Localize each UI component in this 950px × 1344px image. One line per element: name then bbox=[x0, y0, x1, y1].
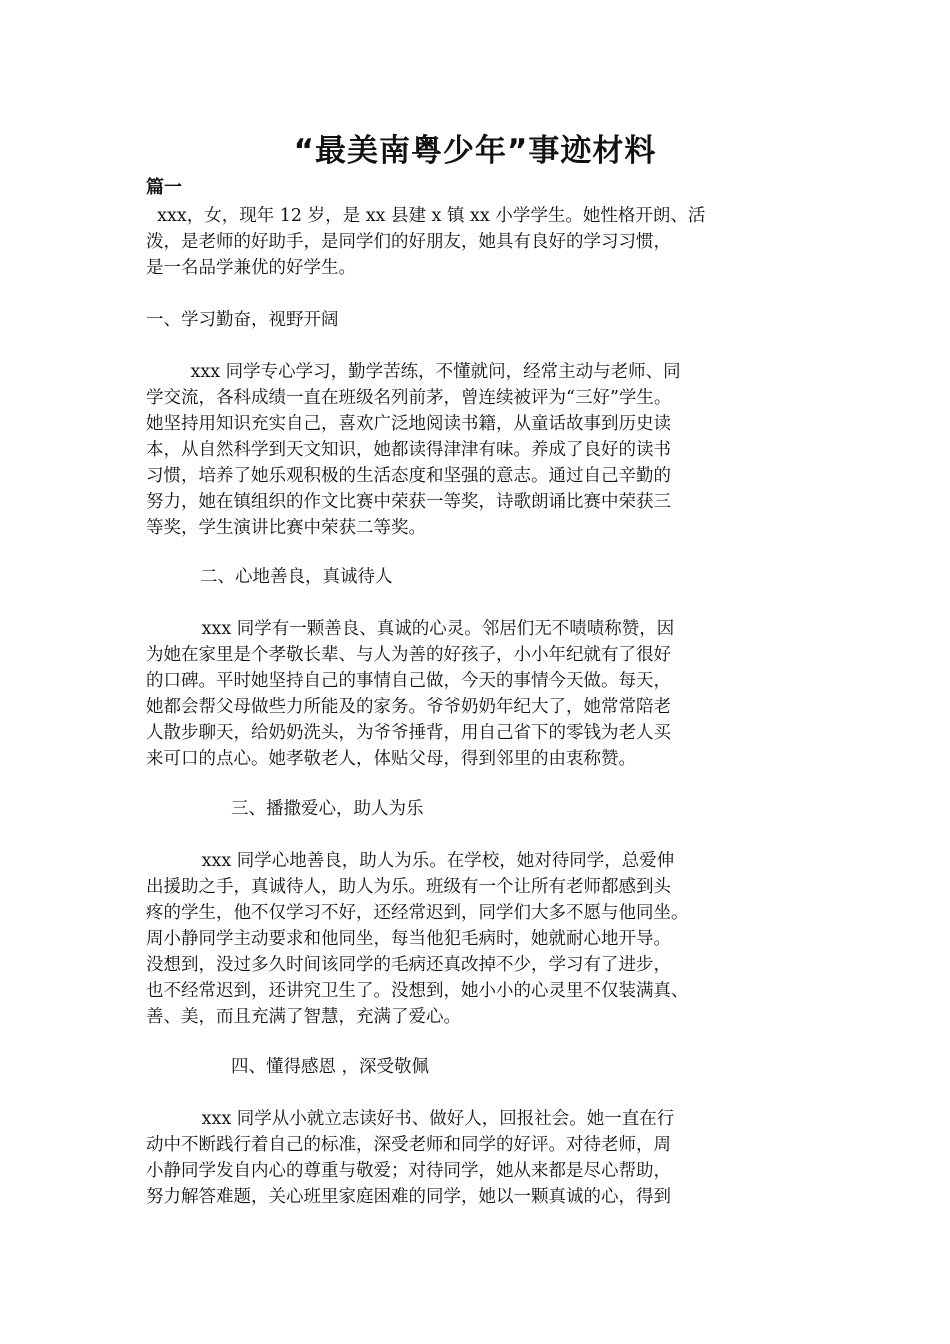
paragraph-line: 本，从自然科学到天文知识，她都读得津津有味。养成了良好的读书 bbox=[146, 440, 671, 460]
section-heading: 一、学习勤奋，视野开阔 bbox=[146, 310, 339, 330]
section-label: 篇一 bbox=[146, 177, 182, 198]
paragraph-line: 善、美，而且充满了智慧，充满了爱心。 bbox=[146, 1007, 461, 1027]
intro-line: xxx，女，现年 12 岁，是 xx 县建 x 镇 xx 小学学生。她性格开朗、活 bbox=[146, 206, 706, 226]
paragraph-line: 小静同学发自内心的尊重与敬爱；对待同学，她从来都是尽心帮助， bbox=[146, 1161, 671, 1181]
section-heading: 二、心地善良，真诚待人 bbox=[200, 567, 393, 587]
paragraph-line: 学交流，各科成绩一直在班级名列前茅，曾连续被评为“三好”学生。 bbox=[146, 388, 672, 408]
paragraph-line: 努力解答难题，关心班里家庭困难的同学，她以一颗真诚的心，得到 bbox=[146, 1187, 671, 1207]
paragraph-line: 努力，她在镇组织的作文比赛中荣获一等奖，诗歌朗诵比赛中荣获三 bbox=[146, 492, 671, 512]
paragraph-line: xxx 同学从小就立志读好书、做好人，回报社会。她一直在行 bbox=[146, 1109, 675, 1129]
paragraph-line: 也不经常迟到，还讲究卫生了。没想到，她小小的心灵里不仅装满真、 bbox=[146, 981, 689, 1001]
paragraph-line: 疼的学生，他不仅学习不好，还经常迟到，同学们大多不愿与他同坐。 bbox=[146, 903, 689, 923]
paragraph-line: xxx 同学专心学习，勤学苦练，不懂就问，经常主动与老师、同 bbox=[146, 362, 681, 382]
section-heading: 四、懂得感恩 ，深受敬佩 bbox=[231, 1057, 430, 1077]
section-heading: 三、播撒爱心，助人为乐 bbox=[231, 799, 424, 819]
paragraph-line: 她坚持用知识充实自己，喜欢广泛地阅读书籍，从童话故事到历史读 bbox=[146, 414, 671, 434]
paragraph-line: 出援助之手，真诚待人，助人为乐。班级有一个让所有老师都感到头 bbox=[146, 877, 671, 897]
paragraph-line: 人散步聊天，给奶奶洗头，为爷爷捶背，用自己省下的零钱为老人买 bbox=[146, 723, 671, 743]
paragraph-line: 她都会帮父母做些力所能及的家务。爷爷奶奶年纪大了，她常常陪老 bbox=[146, 697, 671, 717]
paragraph-line: xxx 同学有一颗善良、真诚的心灵。邻居们无不啧啧称赞，因 bbox=[146, 619, 675, 639]
paragraph-line: 来可口的点心。她孝敬老人，体贴父母，得到邻里的由衷称赞。 bbox=[146, 749, 636, 769]
paragraph-line: 的口碑。平时她坚持自己的事情自己做，今天的事情今天做。每天， bbox=[146, 671, 671, 691]
intro-line: 是一名品学兼优的好学生。 bbox=[146, 258, 356, 278]
paragraph-line: 周小静同学主动要求和他同坐，每当他犯毛病时，她就耐心地开导。 bbox=[146, 929, 671, 949]
paragraph-line: 习惯，培养了她乐观积极的生活态度和坚强的意志。通过自己辛勤的 bbox=[146, 466, 671, 486]
paragraph-line: 没想到，没过多久时间该同学的毛病还真改掉不少，学习有了进步， bbox=[146, 955, 671, 975]
paragraph-line: 等奖，学生演讲比赛中荣获二等奖。 bbox=[146, 518, 426, 538]
paragraph-line: 为她在家里是个孝敬长辈、与人为善的好孩子，小小年纪就有了很好 bbox=[146, 645, 671, 665]
paragraph-line: 动中不断践行着自己的标准，深受老师和同学的好评。对待老师，周 bbox=[146, 1135, 671, 1155]
paragraph-line: xxx 同学心地善良，助人为乐。在学校，她对待同学，总爱伸 bbox=[146, 851, 675, 871]
intro-line: 泼，是老师的好助手，是同学们的好朋友，她具有良好的学习习惯， bbox=[146, 232, 671, 252]
page-title: “最美南粤少年”事迹材料 bbox=[293, 133, 657, 169]
